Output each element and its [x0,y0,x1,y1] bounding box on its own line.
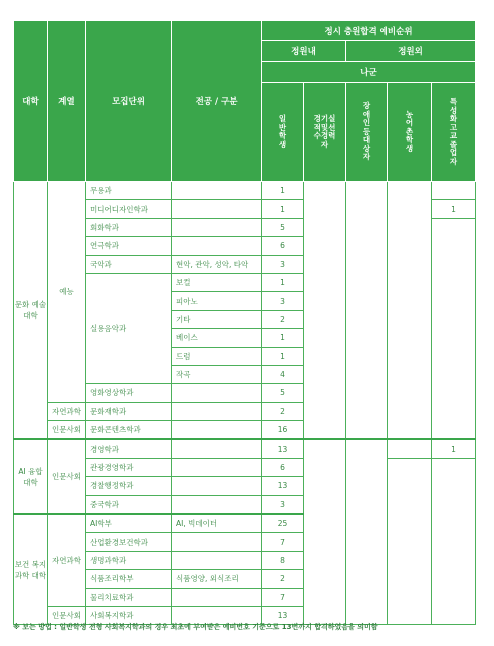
rank-cell-vocational: 1 [432,439,476,458]
college-cell: 문화 예술 대학 [14,182,48,440]
major-cell: 드럼 [172,347,262,365]
header-general: 일반학생 [262,83,304,182]
unit-cell: 회화학과 [86,218,172,236]
rank-cell: 5 [262,218,304,236]
header-field: 계열 [48,21,86,182]
admission-table-container [13,20,475,625]
empty-cell [304,439,346,624]
unit-cell: 사회복지학과 [86,606,172,624]
header-vocational: 특성화고교졸업자 [432,83,476,182]
major-cell: 현악, 관악, 성악, 타악 [172,255,262,273]
major-cell [172,458,262,476]
header-top: 정시 충원합격 예비순위 [262,21,476,41]
unit-cell: 경찰행정학과 [86,477,172,495]
major-cell [172,421,262,440]
empty-cell [388,458,432,625]
header-rural: 농어촌학생 [388,83,432,182]
unit-cell: 문화콘텐츠학과 [86,421,172,440]
field-cell: 자연과학 [48,402,86,420]
empty-cell [346,182,388,440]
unit-cell: 연극학과 [86,237,172,255]
empty-cell [432,458,476,625]
rank-cell: 1 [262,273,304,291]
empty-cell [346,439,388,624]
college-cell: AI 융합 대학 [14,439,48,514]
empty-cell [388,439,432,458]
unit-cell: AI학부 [86,514,172,533]
rank-cell: 1 [262,329,304,347]
field-cell: 자연과학 [48,514,86,606]
rank-cell: 25 [262,514,304,533]
unit-cell: 문화재학과 [86,402,172,420]
rank-cell: 7 [262,533,304,551]
unit-cell: 실용음악과 [86,273,172,383]
rank-cell: 2 [262,402,304,420]
major-cell: 식품영양, 외식조리 [172,570,262,588]
rank-cell: 1 [262,200,304,218]
table-row [14,439,476,458]
rank-cell: 1 [262,347,304,365]
rank-cell: 6 [262,237,304,255]
header-unit: 모집단위 [86,21,172,182]
major-cell [172,237,262,255]
rank-cell: 1 [262,182,304,200]
field-cell: 예능 [48,182,86,403]
major-cell [172,182,262,200]
major-cell: 작곡 [172,365,262,383]
major-cell [172,551,262,569]
rank-cell-vocational: 1 [432,200,476,218]
rank-cell: 6 [262,458,304,476]
unit-cell: 무용과 [86,182,172,200]
rank-cell: 2 [262,310,304,328]
major-cell: AI, 빅데이터 [172,514,262,533]
unit-cell: 관광경영학과 [86,458,172,476]
rank-cell: 2 [262,570,304,588]
rank-cell: 13 [262,477,304,495]
header-out-quota: 정원외 [346,41,476,62]
major-cell [172,439,262,458]
college-cell: 보건 복지 과학 대학 [14,514,48,625]
empty-cell [388,182,432,440]
rank-cell: 5 [262,384,304,402]
unit-cell: 경영학과 [86,439,172,458]
field-cell: 인문사회 [48,439,86,514]
empty-cell [432,182,476,200]
major-cell [172,384,262,402]
rank-cell: 3 [262,495,304,514]
admission-rank-table [13,20,476,625]
unit-cell: 산업환경보건학과 [86,533,172,551]
major-cell [172,200,262,218]
footnote: ※ 보는 방법 : 일반학생 전형 사회복지학과의 경우 최초에 부여받은 예비번호 기준으로 13번까지 합격하였음을 의미함 [13,623,378,631]
unit-cell: 미디어디자인학과 [86,200,172,218]
table-row [14,182,476,200]
major-cell [172,402,262,420]
rank-cell: 4 [262,365,304,383]
header-group: 나군 [262,62,476,83]
major-cell: 보컬 [172,273,262,291]
empty-cell [432,218,476,439]
major-cell: 베이스 [172,329,262,347]
major-cell: 기타 [172,310,262,328]
major-cell [172,588,262,606]
rank-cell: 13 [262,439,304,458]
major-cell [172,495,262,514]
unit-cell: 생명과학과 [86,551,172,569]
unit-cell: 물리치료학과 [86,588,172,606]
empty-cell [304,182,346,440]
unit-cell: 영화영상학과 [86,384,172,402]
field-cell: 인문사회 [48,606,86,624]
unit-cell: 중국학과 [86,495,172,514]
unit-cell: 식품조리학부 [86,570,172,588]
rank-cell: 13 [262,606,304,624]
major-cell [172,218,262,236]
rank-cell: 7 [262,588,304,606]
rank-cell: 3 [262,292,304,310]
header-in-quota: 정원내 [262,41,346,62]
header-athlete: 경기실적및선수경력자 [304,83,346,182]
header-disabled: 장애인등대상자 [346,83,388,182]
rank-cell: 16 [262,421,304,440]
unit-cell: 국악과 [86,255,172,273]
rank-cell: 3 [262,255,304,273]
header-major: 전공 / 구분 [172,21,262,182]
major-cell [172,477,262,495]
major-cell [172,533,262,551]
rank-cell: 8 [262,551,304,569]
major-cell: 피아노 [172,292,262,310]
field-cell: 인문사회 [48,421,86,440]
header-college: 대학 [14,21,48,182]
